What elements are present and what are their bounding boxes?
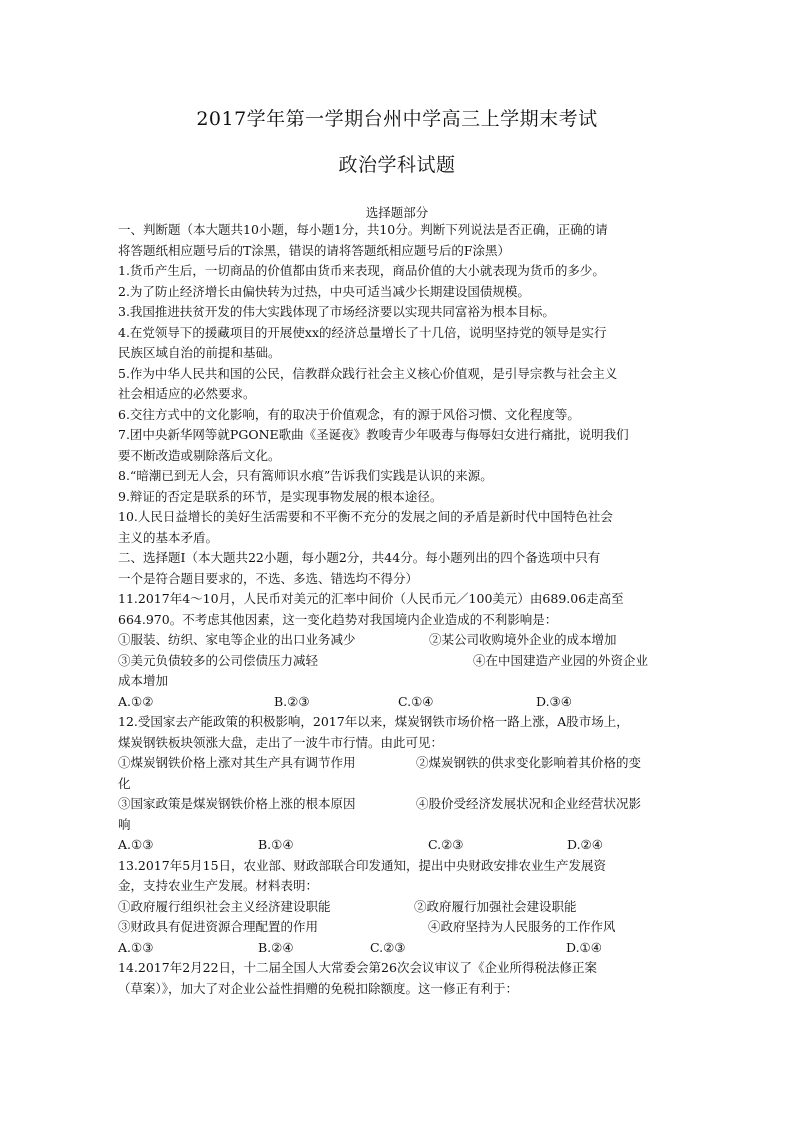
option: ①服装、纺织、家电等企业的出口业务减少 bbox=[118, 632, 356, 647]
option: ②政府履行加强社会建设职能 bbox=[414, 898, 577, 914]
judgment-item: 3.我国推进扶贫开发的伟大实践体现了市场经济要以实现共同富裕为根本目标。 bbox=[118, 304, 555, 319]
option: ②某公司收购境外企业的成本增加 bbox=[429, 632, 617, 647]
option-cont: 化 bbox=[118, 775, 131, 791]
option-row bbox=[118, 630, 678, 651]
option-row bbox=[118, 651, 678, 672]
choice: C.①④ bbox=[398, 693, 434, 709]
option: ④股价受经济发展状况和企业经营状况影 bbox=[416, 796, 642, 811]
option: ③美元负债较多的公司偿债压力减轻 bbox=[118, 652, 319, 668]
choice: C.②③ bbox=[428, 837, 464, 852]
question-stem: （草案）》，加大了对企业公益性捐赠的免税扣除额度。这一修正有利于： bbox=[118, 980, 519, 996]
choice: B.②③ bbox=[274, 693, 310, 709]
section-title: 选择题部分 bbox=[365, 205, 429, 220]
judgment-item: 1.货币产生后，一切商品的价值都由货币来表现，商品价值的大小就表现为货币的多少。 bbox=[118, 263, 605, 278]
judgment-item: 9.辩证的否定是联系的环节，是实现事物发展的根本途径。 bbox=[118, 488, 443, 504]
choice: A.①② bbox=[118, 693, 154, 709]
option: ②煤炭钢铁的供求变化影响着其价格的变 bbox=[416, 755, 642, 770]
choice: B.①④ bbox=[258, 837, 294, 852]
judgment-item: 5.作为中华人民共和国的公民，信教群众践行社会主义核心价值观，是引导宗教与社会主义 bbox=[118, 365, 618, 381]
choice: A.①③ bbox=[118, 837, 154, 852]
option: ④在中国建造产业园的外资企业 bbox=[473, 652, 649, 668]
judgment-item: 10.人民日益增长的美好生活需要和不平衡不充分的发展之间的矛盾是新时代中国特色社会 bbox=[118, 509, 613, 524]
question-stem: 12.受国家去产能政策的积极影响，2017年以来，煤炭钢铁市场价格一路上涨，A股市场上， bbox=[118, 714, 629, 729]
option-row bbox=[118, 753, 678, 774]
judgment-item-cont: 民族区域自治的前提和基础。 bbox=[118, 345, 281, 360]
judgment-item-cont: 主义的基本矛盾。 bbox=[118, 529, 219, 545]
option-cont: 成本增加 bbox=[118, 673, 169, 688]
judgment-item: 8.“暗潮已到无人会，只有篙师识水痕”告诉我们实践是认识的来源。 bbox=[118, 468, 493, 483]
part2-header-line: 一个是符合题目要求的，不选、多选、错选均不得分） bbox=[118, 570, 419, 586]
choice: B.②④ bbox=[258, 939, 294, 955]
exam-content bbox=[118, 220, 678, 999]
question-stem: 煤炭钢铁板块领涨大盘，走出了一波牛市行情。由此可见： bbox=[118, 734, 444, 750]
part1-header-line: 一、判断题（本大题共10小题，每小题1分，共10分。判断下列说法是否正确，正确的请 bbox=[118, 222, 608, 237]
option-row bbox=[118, 917, 678, 938]
option-row bbox=[118, 897, 678, 918]
option-cont: 响 bbox=[118, 816, 131, 832]
choice: D.①④ bbox=[566, 939, 602, 955]
choices-row bbox=[118, 938, 678, 959]
option: ③财政具有促进资源合理配置的作用 bbox=[118, 919, 319, 934]
judgment-item-cont: 社会相适应的必然要求。 bbox=[118, 386, 256, 401]
question-stem: 金，支持农业生产发展。材料表明： bbox=[118, 878, 319, 893]
part1-header-line: 将答题纸相应题号后的T涂黑，错误的请将答题纸相应题号后的F涂黑） bbox=[118, 242, 511, 258]
judgment-item: 4.在党领导下的援藏项目的开展使xx的经济总量增长了十几倍，说明坚持党的领导是实行 bbox=[118, 324, 607, 340]
exam-title: 2017学年第一学期台州中学高三上学期末考试 bbox=[196, 108, 598, 130]
option: ①政府履行组织社会主义经济建设职能 bbox=[118, 898, 331, 914]
exam-subtitle: 政治学科试题 bbox=[338, 154, 456, 176]
choice: D.②④ bbox=[567, 837, 603, 852]
question-stem: 664.970。不考虑其他因素，这一变化趋势对我国境内企业造成的不利影响是： bbox=[118, 611, 558, 627]
judgment-item-cont: 要不断改造或剔除落后文化。 bbox=[118, 447, 281, 463]
question-stem: 13.2017年5月15日，农业部、财政部联合印发通知，提出中央财政安排农业生产发展资 bbox=[118, 857, 607, 873]
choice: C.②③ bbox=[370, 939, 406, 955]
option-row bbox=[118, 794, 678, 815]
judgment-item: 2.为了防止经济增长由偏快转为过热，中央可适当减少长期建设国债规模。 bbox=[118, 283, 530, 299]
choices-row bbox=[118, 835, 678, 856]
question-stem: 14.2017年2月22日，十二届全国人大常委会第26次会议审议了《企业所得税法修正案 bbox=[118, 960, 597, 975]
judgment-item: 6.交往方式中的文化影响，有的取决于价值观念，有的源于风俗习惯、文化程度等。 bbox=[118, 406, 580, 422]
option: ①煤炭钢铁价格上涨对其生产具有调节作用 bbox=[118, 755, 356, 770]
option: ④政府坚持为人民服务的工作作风 bbox=[428, 919, 616, 934]
question-stem: 11.2017年4～10月，人民币对美元的汇率中间价（人民币元／100美元）由689.06走高至 bbox=[118, 591, 624, 606]
option: ③国家政策是煤炭钢铁价格上涨的根本原因 bbox=[118, 796, 356, 811]
part2-header-line: 二、选择题Ⅰ（本大题共22小题，每小题2分，共44分。每小题列出的四个备选项中只有 bbox=[118, 550, 601, 565]
choice: D.③④ bbox=[536, 693, 572, 709]
choices-row bbox=[118, 692, 678, 713]
judgment-item: 7.团中央新华网等就PGONE歌曲《圣诞夜》教唆青少年吸毒与侮辱妇女进行痛批，说明我们 bbox=[118, 427, 629, 442]
choice: A.①③ bbox=[118, 939, 154, 955]
